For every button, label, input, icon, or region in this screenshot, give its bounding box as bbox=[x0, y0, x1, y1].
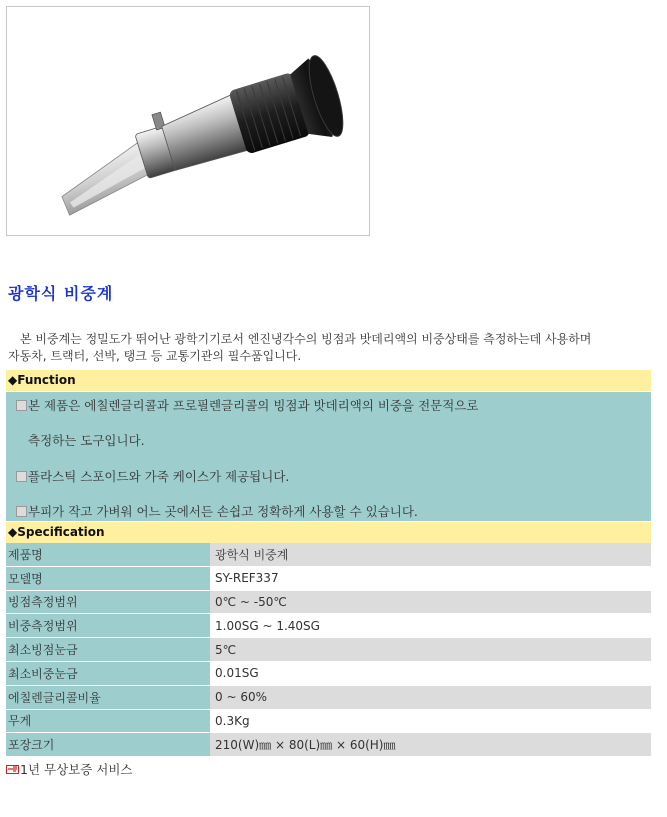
page-title: 광학식 비중계 bbox=[8, 284, 114, 303]
function-item-1-cont bbox=[28, 431, 145, 449]
spec-value: 0.01SG bbox=[210, 661, 651, 685]
function-item-text: 부피가 작고 가벼워 어느 곳에서든 손쉽고 정확하게 사용할 수 있습니다. bbox=[28, 504, 418, 519]
table-row bbox=[6, 566, 651, 590]
hand-pointer-icon bbox=[6, 763, 19, 778]
intro-paragraph bbox=[8, 331, 648, 365]
spec-label: 제품명 bbox=[6, 543, 210, 566]
table-row bbox=[6, 685, 651, 709]
spec-label: 최소비중눈금 bbox=[6, 661, 210, 685]
spec-label: 무게 bbox=[6, 709, 210, 733]
spec-value: 5℃ bbox=[210, 638, 651, 662]
checkbox-icon bbox=[16, 400, 27, 411]
warranty-text: 1년 무상보증 서비스 bbox=[20, 762, 133, 777]
spec-value: 0.3Kg bbox=[210, 709, 651, 733]
spec-label: 빙점측정범위 bbox=[6, 590, 210, 614]
table-row bbox=[6, 614, 651, 638]
spec-value: 광학식 비중계 bbox=[210, 543, 651, 566]
function-item-text: 측정하는 도구입니다. bbox=[28, 433, 145, 448]
spec-table bbox=[6, 543, 651, 757]
spec-label: 비중측정범위 bbox=[6, 614, 210, 638]
spec-value: 0 ~ 60% bbox=[210, 685, 651, 709]
spec-label: 포장크기 bbox=[6, 733, 210, 757]
refractometer-illustration bbox=[7, 7, 369, 235]
intro-line-1: 본 비중계는 정밀도가 뛰어난 광학기기로서 엔진냉각수의 빙점과 밧데리액의 비중상태를 측정하는데 사용하며 bbox=[20, 332, 592, 346]
function-item-text: 플라스틱 스포이드와 가죽 케이스가 제공됩니다. bbox=[28, 469, 290, 484]
spec-value: 1.00SG ~ 1.40SG bbox=[210, 614, 651, 638]
table-row bbox=[6, 590, 651, 614]
intro-line-2: 자동차, 트랙터, 선박, 탱크 등 교통기관의 필수품입니다. bbox=[8, 349, 302, 363]
spec-value: 0℃ ~ -50℃ bbox=[210, 590, 651, 614]
checkbox-icon bbox=[16, 471, 27, 482]
specification-heading: ◆Specification bbox=[6, 522, 651, 543]
spec-label: 모델명 bbox=[6, 566, 210, 590]
spec-value: 210(W)㎜ × 80(L)㎜ × 60(H)㎜ bbox=[210, 733, 651, 757]
spec-value: SY-REF337 bbox=[210, 566, 651, 590]
table-row bbox=[6, 733, 651, 757]
spec-label: 최소빙점눈금 bbox=[6, 638, 210, 662]
checkbox-icon bbox=[16, 506, 27, 517]
function-item-text: 본 제품은 에칠렌글리콜과 프로필렌글리콜의 빙점과 밧데리액의 비중을 전문적으로 bbox=[28, 398, 479, 413]
table-row bbox=[6, 638, 651, 662]
function-heading: ◆Function bbox=[6, 370, 651, 391]
function-item-1 bbox=[16, 396, 478, 414]
table-row bbox=[6, 661, 651, 685]
warranty-note bbox=[6, 760, 133, 778]
product-photo bbox=[6, 6, 370, 236]
table-row bbox=[6, 543, 651, 566]
function-box bbox=[6, 392, 651, 521]
table-row bbox=[6, 709, 651, 733]
function-item-3 bbox=[16, 502, 418, 520]
function-item-2 bbox=[16, 467, 289, 485]
spec-label: 에칠렌글리콜비율 bbox=[6, 685, 210, 709]
